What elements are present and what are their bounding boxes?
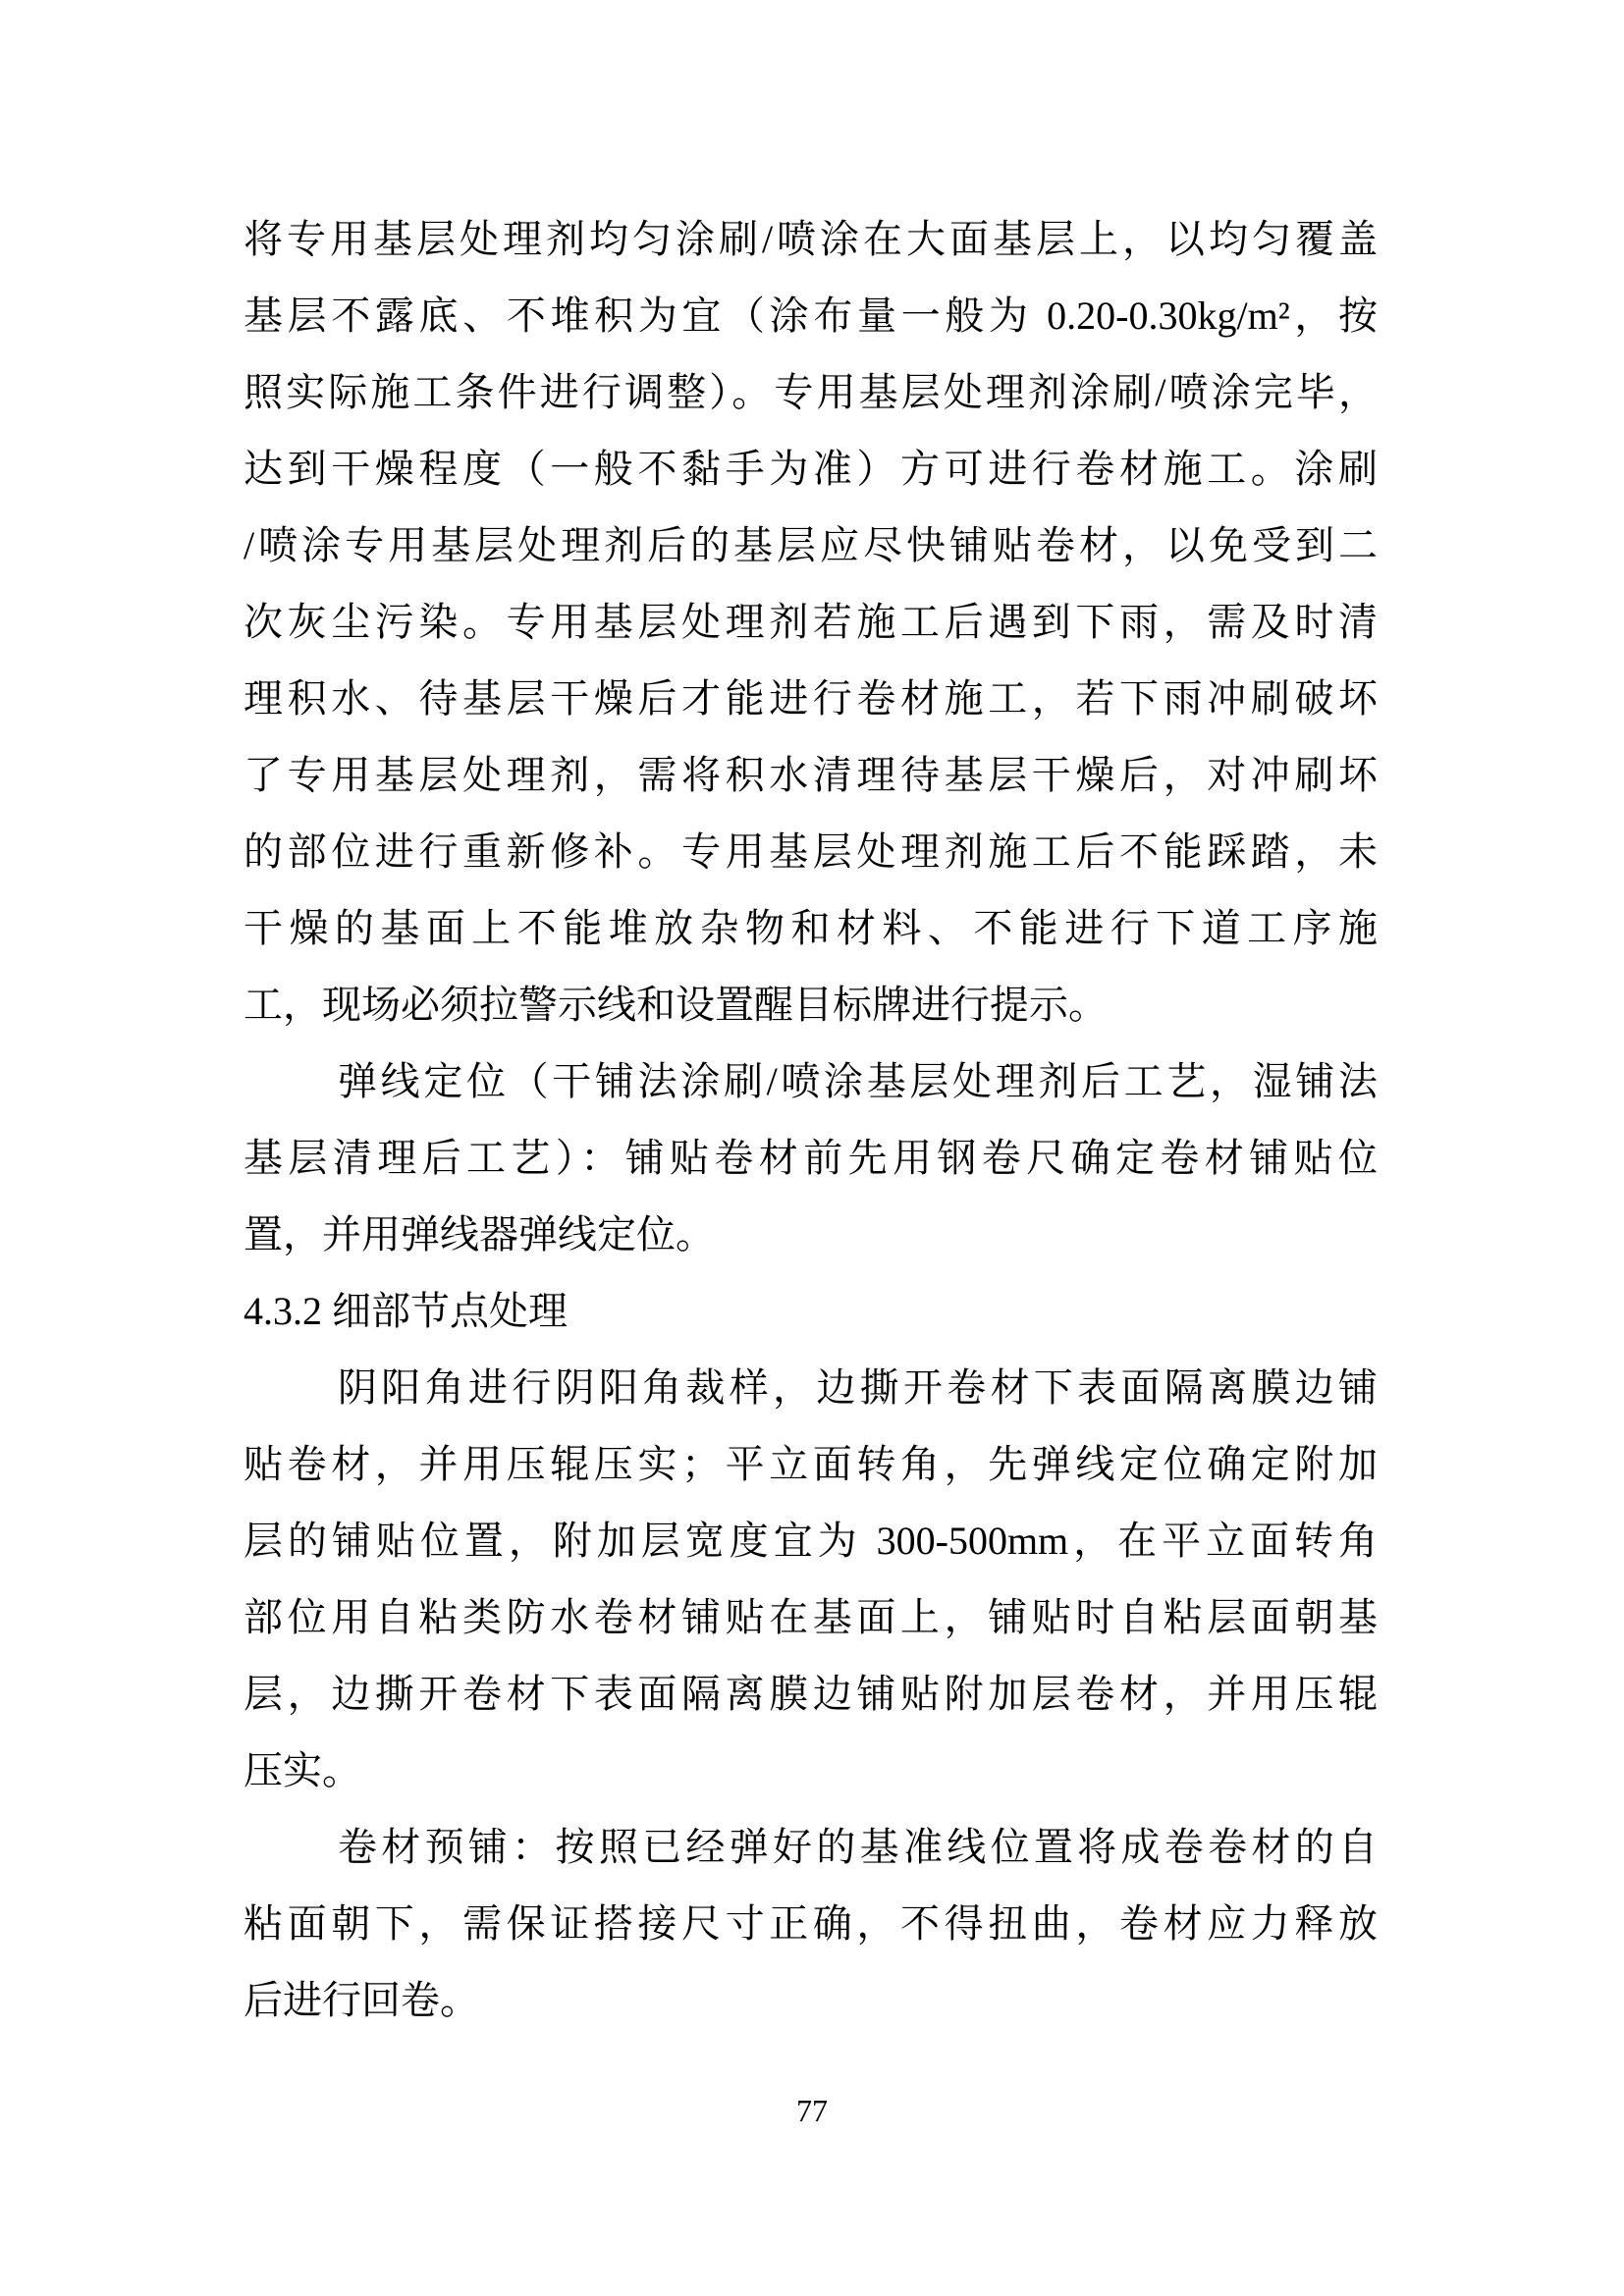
- text-line: 基层不露底、不堆积为宜（涂布量一般为 0.20-0.30kg/m²，按: [244, 294, 1378, 338]
- text-line: 层，边撕开卷材下表面隔离膜边铺贴附加层卷材，并用压辊: [244, 1672, 1378, 1716]
- text-line: 理积水、待基层干燥后才能进行卷材施工，若下雨冲刷破坏: [244, 676, 1378, 721]
- section-heading: 4.3.2 细部节点处理: [244, 1289, 568, 1333]
- text-line: 卷材预铺：按照已经弹好的基准线位置将成卷卷材的自: [338, 1825, 1378, 1869]
- text-line: 后进行回卷。: [244, 1978, 479, 2022]
- text-line: 粘面朝下，需保证搭接尺寸正确，不得扭曲，卷材应力释放: [244, 1901, 1378, 1946]
- text-line: /喷涂专用基层处理剂后的基层应尽快铺贴卷材，以免受到二: [244, 523, 1378, 567]
- text-line: 干燥的基面上不能堆放杂物和材料、不能进行下道工序施: [244, 906, 1378, 950]
- text-line: 将专用基层处理剂均匀涂刷/喷涂在大面基层上，以均匀覆盖: [244, 217, 1378, 261]
- text-line: 照实际施工条件进行调整）。专用基层处理剂涂刷/喷涂完毕，: [244, 370, 1378, 414]
- text-line: 工，现场必须拉警示线和设置醒目标牌进行提示。: [244, 983, 1108, 1027]
- text-line: 的部位进行重新修补。专用基层处理剂施工后不能踩踏，未: [244, 829, 1378, 874]
- page-number: 77: [796, 2093, 828, 2128]
- text-block: [244, 201, 1378, 2039]
- text-line: 阴阳角进行阴阳角裁样，边撕开卷材下表面隔离膜边铺: [338, 1365, 1378, 1410]
- text-line: 达到干燥程度（一般不黏手为准）方可进行卷材施工。涂刷: [244, 447, 1378, 491]
- text-line: 部位用自粘类防水卷材铺贴在基面上，铺贴时自粘层面朝基: [244, 1595, 1378, 1639]
- text-line: 层的铺贴位置，附加层宽度宜为 300-500mm，在平立面转角: [244, 1519, 1378, 1563]
- text-line: 贴卷材，并用压辊压实；平立面转角，先弹线定位确定附加: [244, 1442, 1378, 1486]
- text-line: 了专用基层处理剂，需将积水清理待基层干燥后，对冲刷坏: [244, 753, 1378, 797]
- text-line: 弹线定位（干铺法涂刷/喷涂基层处理剂后工艺，湿铺法: [338, 1059, 1378, 1103]
- text-line: 基层清理后工艺）：铺贴卷材前先用钢卷尺确定卷材铺贴位: [244, 1136, 1378, 1180]
- text-line: 置，并用弹线器弹线定位。: [244, 1212, 715, 1256]
- text-line: 次灰尘污染。专用基层处理剂若施工后遇到下雨，需及时清: [244, 600, 1378, 644]
- text-line: 压实。: [244, 1748, 361, 1792]
